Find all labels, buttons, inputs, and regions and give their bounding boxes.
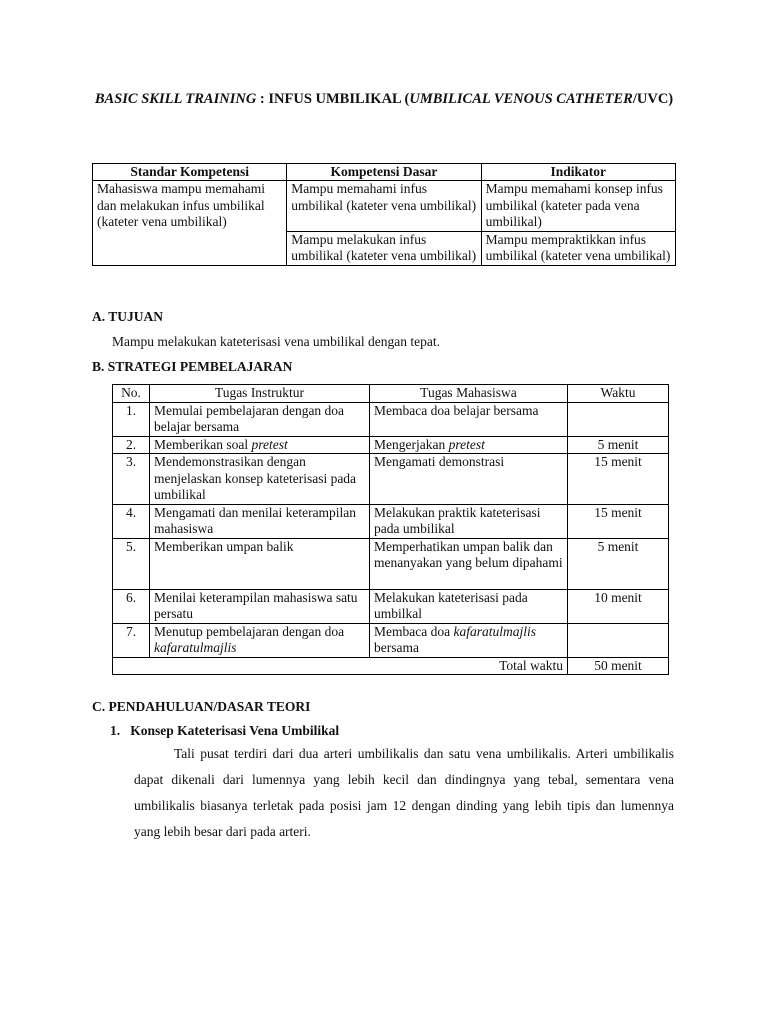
instruktur-italic: kafaratulmajlis (154, 640, 237, 655)
document-title (92, 86, 676, 112)
total-label: Total waktu (113, 657, 568, 675)
table-row (113, 454, 669, 505)
cell-no: 4. (113, 504, 150, 538)
kompetensi-table (92, 163, 676, 266)
title-italic-part3: UMBILICAL VENOUS CATHETER (409, 91, 633, 107)
cell-indikator: Mampu mempraktikkan infus umbilikal (kateter vena umbilikal) (481, 231, 675, 265)
section-c-paragraph: Tali pusat terdiri dari dua arteri umbilikalis dan satu vena umbilikalis. Arteri umbilikalis dapat dikenali dari lumennya yang lebih kecil dan dindingnya yang tebal, sementara vena umbilikalis biasanya terletak pada posisi jam 12 dengan dinding yang lebih tipis dan lumennya yang lebih besar dari pada arteri. (134, 746, 674, 839)
cell-instruktur: Mendemonstrasikan dengan menjelaskan konsep kateterisasi pada umbilikal (150, 454, 370, 505)
strategi-header-row (113, 385, 669, 403)
cell-mahasiswa: Membaca doa belajar bersama (370, 402, 568, 436)
total-value: 50 menit (568, 657, 669, 675)
header-standar: Standar Kompetensi (93, 164, 287, 181)
instruktur-text: Menutup pembelajaran dengan doa (154, 623, 345, 639)
mahasiswa-italic: kafaratulmajlis (453, 623, 536, 639)
table-row (113, 402, 669, 436)
table-row (113, 436, 669, 454)
cell-no: 5. (113, 538, 150, 589)
cell-waktu: 10 menit (568, 589, 669, 623)
title-part2: : INFUS UMBILIKAL ( (256, 91, 410, 107)
cell-mahasiswa: Melakukan praktik kateterisasi pada umbilikal (370, 504, 568, 538)
instruktur-text: Memberikan soal (154, 436, 252, 452)
kompetensi-row (93, 181, 676, 232)
title-part4: /UVC) (632, 91, 674, 107)
cell-standar: Mahasiswa mampu memahami dan melakukan infus umbilikal (kateter vena umbilikal) (93, 181, 287, 266)
mahasiswa-text: Mengerjakan (374, 436, 449, 452)
cell-dasar: Mampu memahami infus umbilikal (kateter vena umbilikal) (287, 181, 481, 232)
section-a-heading: A. TUJUAN (92, 309, 164, 324)
section-c-subheading: 1. Konsep Kateterisasi Vena Umbilikal (110, 723, 340, 738)
mahasiswa-text-end: bersama (374, 640, 419, 655)
cell-mahasiswa (370, 436, 568, 454)
cell-waktu (568, 402, 669, 436)
cell-no: 7. (113, 623, 150, 657)
cell-waktu: 5 menit (568, 436, 669, 454)
cell-no: 6. (113, 589, 150, 623)
cell-dasar: Mampu melakukan infus umbilikal (kateter vena umbilikal) (287, 231, 481, 265)
cell-mahasiswa: Memperhatikan umpan balik dan menanyakan yang belum dipahami (370, 538, 568, 589)
header-dasar: Kompetensi Dasar (287, 164, 481, 181)
cell-instruktur (150, 436, 370, 454)
header-waktu: Waktu (568, 385, 669, 403)
header-no: No. (113, 385, 150, 403)
cell-waktu: 5 menit (568, 538, 669, 589)
total-row (113, 657, 669, 675)
cell-instruktur (150, 623, 370, 657)
cell-mahasiswa: Mengamati demonstrasi (370, 454, 568, 505)
cell-no: 1. (113, 402, 150, 436)
cell-instruktur: Menilai keterampilan mahasiswa satu persatu (150, 589, 370, 623)
mahasiswa-text: Membaca doa (374, 623, 454, 639)
cell-instruktur: Mengamati dan menilai keterampilan mahasiswa (150, 504, 370, 538)
kompetensi-header-row (93, 164, 676, 181)
header-instruktur: Tugas Instruktur (150, 385, 370, 403)
section-c-heading: C. PENDAHULUAN/DASAR TEORI (92, 699, 311, 714)
cell-no: 3. (113, 454, 150, 505)
cell-waktu (568, 623, 669, 657)
cell-no: 2. (113, 436, 150, 454)
cell-mahasiswa (370, 623, 568, 657)
table-row (113, 504, 669, 538)
section-a-text: Mampu melakukan kateterisasi vena umbilikal dengan tepat. (112, 334, 441, 349)
table-row (113, 623, 669, 657)
cell-waktu: 15 menit (568, 454, 669, 505)
instruktur-italic: pretest (251, 436, 288, 452)
header-mahasiswa: Tugas Mahasiswa (370, 385, 568, 403)
mahasiswa-italic: pretest (448, 436, 485, 452)
title-italic-part1: BASIC SKILL TRAINING (94, 91, 257, 107)
cell-mahasiswa: Melakukan kateterisasi pada umbilkal (370, 589, 568, 623)
section-b-heading: B. STRATEGI PEMBELAJARAN (92, 359, 293, 374)
cell-instruktur: Memulai pembelajaran dengan doa belajar bersama (150, 402, 370, 436)
header-indikator: Indikator (481, 164, 675, 181)
cell-waktu: 15 menit (568, 504, 669, 538)
strategi-table (112, 384, 669, 675)
table-row (113, 589, 669, 623)
table-row (113, 538, 669, 589)
cell-indikator: Mampu memahami konsep infus umbilikal (kateter pada vena umbilikal) (481, 181, 675, 232)
cell-instruktur: Memberikan umpan balik (150, 538, 370, 589)
